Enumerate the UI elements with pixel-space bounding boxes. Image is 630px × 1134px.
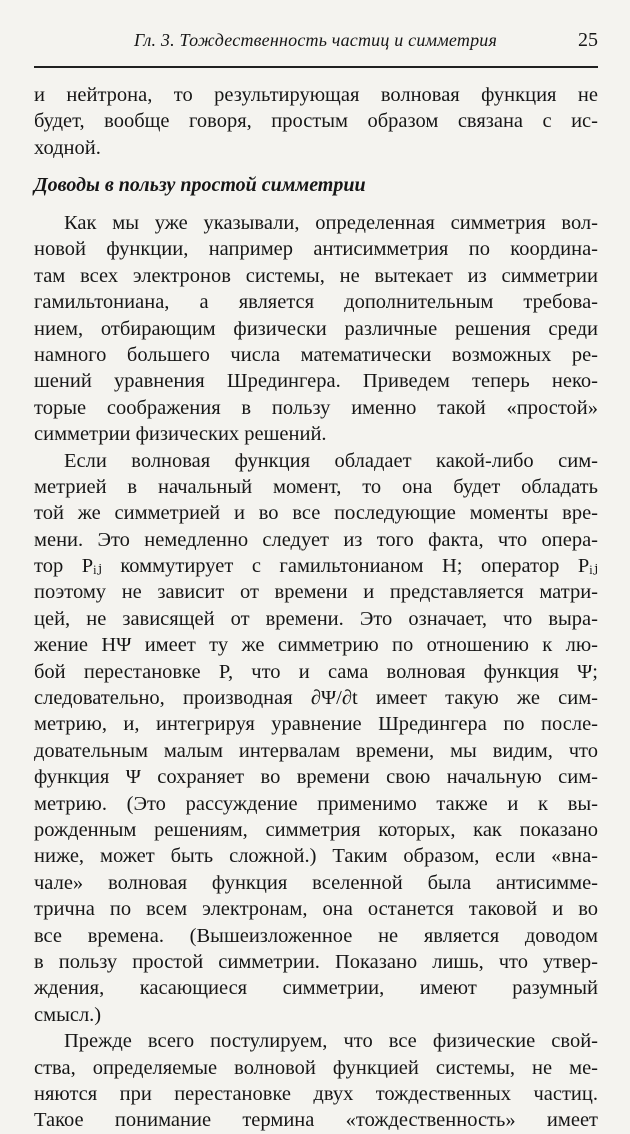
- text-line: функция Ψ сохраняет во времени свою начальную сим-: [34, 766, 598, 789]
- text-line: там всех электронов системы, не вытекает из симметрии: [34, 264, 598, 287]
- text-line: смысл.): [34, 1003, 102, 1026]
- text-line: довательным малым интервалам времени, мы видим, что: [34, 739, 598, 762]
- text-line: метрию. (Это рассуждение применимо также и к вы-: [34, 792, 598, 815]
- text-line: шений уравнения Шредингера. Приведем теперь неко-: [34, 370, 598, 393]
- text-line: той же симметрией и во все последующие моменты вре-: [34, 502, 598, 525]
- header-rule: [34, 66, 598, 68]
- text-line: Если волновая функция обладает какой-либо сим-: [64, 449, 598, 472]
- text-line: ства, определяемые волновой функцией системы, не ме-: [34, 1056, 598, 1079]
- text-line: няются при перестановке двух тождественных частиц.: [34, 1082, 598, 1105]
- text-line: следовательно, производная ∂Ψ/∂t имеет такую же сим-: [34, 687, 598, 710]
- text-line: Как мы уже указывали, определенная симметрия вол-: [64, 212, 598, 234]
- text-line: рожденным решениям, симметрия которых, как показано: [34, 818, 598, 841]
- text-line: торые соображения в пользу именно такой «простой»: [34, 396, 598, 419]
- section-heading: Доводы в пользу простой симметрии: [34, 174, 366, 196]
- text-line: ждения, касающиеся симметрии, имеют разумный: [34, 977, 598, 1000]
- text-line: в пользу простой симметрии. Показано лишь, что утвер-: [34, 950, 598, 973]
- text-line: Такое понимание термина «тождественность» имеет: [34, 1109, 598, 1132]
- text-line: Прежде всего постулируем, что все физические свой-: [64, 1030, 598, 1053]
- text-line: симметрии физических решений.: [34, 423, 327, 446]
- text-line: метрию, и, интегрируя уравнение Шредингера по после-: [34, 713, 598, 736]
- text-line: и нейтрона, то результирующая волновая функция не: [34, 84, 598, 106]
- intro-paragraph: [34, 82, 598, 161]
- text-line: новой функции, например антисимметрия по координа-: [34, 238, 598, 261]
- text-line: чале» волновая функция вселенной была антисимме-: [34, 871, 598, 894]
- text-line: мени. Это немедленно следует из того факта, что опера-: [34, 528, 598, 551]
- running-head: [34, 30, 598, 56]
- running-title: Гл. 3. Тождественность частиц и симметрия: [134, 30, 498, 50]
- text-line: трична по всем электронам, она останется таковой и во: [34, 898, 598, 921]
- body-text: [34, 210, 598, 1134]
- text-line: нием, отбирающим физически различные решения среди: [34, 317, 598, 340]
- text-line: ниже, может быть сложной.) Таким образом, если «вна-: [34, 845, 598, 868]
- text-line: жение HΨ имеет ту же симметрию по отношению к лю-: [34, 634, 598, 657]
- text-line: ходной.: [34, 136, 101, 159]
- text-line: все времена. (Вышеизложенное не является доводом: [34, 924, 598, 947]
- text-line: гамильтониана, а является дополнительным требова-: [34, 291, 598, 314]
- text-line: метрией в начальный момент, то она будет обладать: [34, 475, 598, 498]
- text-line: тор Pᵢⱼ коммутирует с гамильтонианом H; оператор Pᵢⱼ: [34, 555, 598, 578]
- page-number: 25: [578, 29, 598, 51]
- text-line: бой перестановке P, что и сама волновая функция Ψ;: [34, 660, 598, 683]
- text-line: поэтому не зависит от времени и представляется матри-: [34, 581, 598, 604]
- text-line: будет, вообще говоря, простым образом связана с ис-: [34, 110, 598, 133]
- text-line: намного большего числа математически возможных ре-: [34, 343, 598, 366]
- text-line: цей, не зависящей от времени. Это означает, что выра-: [34, 607, 598, 630]
